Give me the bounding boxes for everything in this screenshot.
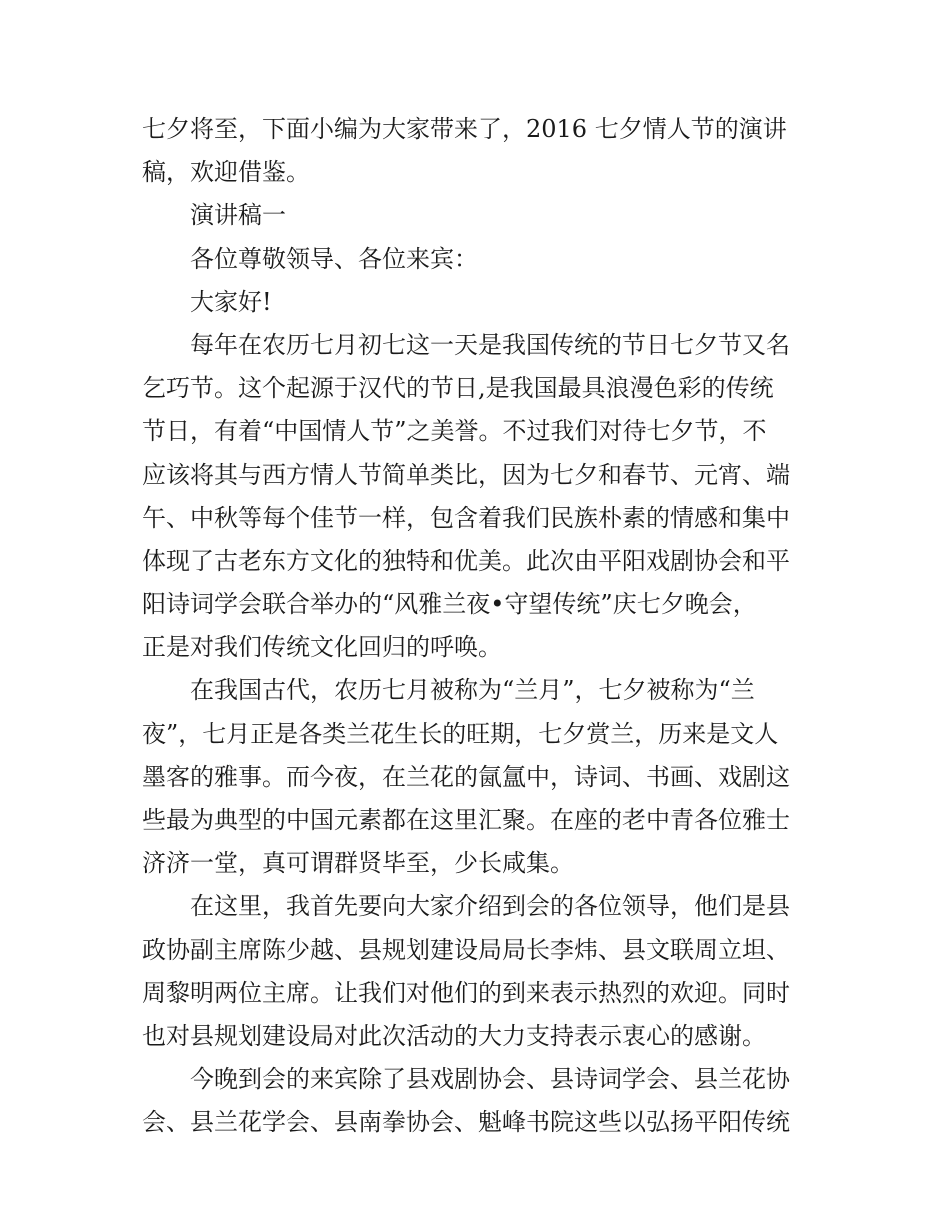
paragraph-2-line-3: 墨客的雅事。而今夜，在兰花的氤氲中，诗词、书画、戏剧这 <box>142 762 790 791</box>
paragraph-1-line-2: 乞巧节。这个起源于汉代的节日,是我国最具浪漫色彩的传统 <box>142 374 774 403</box>
paragraph-2-line-4: 些最为典型的中国元素都在这里汇聚。在座的老中青各位雅士 <box>142 806 790 834</box>
paragraph-1-line-7: 阳诗词学会联合举办的“风雅兰夜•守望传统”庆七夕晚会， <box>142 590 757 619</box>
greeting: 大家好! <box>190 287 272 316</box>
paragraph-1-line-6: 体现了古老东方文化的独特和优美。此次由平阳戏剧协会和平 <box>142 546 790 575</box>
paragraph-2-line-1: 在我国古代，农历七月被称为“兰月”，七夕被称为“兰 <box>190 676 755 705</box>
paragraph-1-line-8: 正是对我们传统文化回归的呼唤。 <box>142 633 502 662</box>
paragraph-3-line-1: 在这里，我首先要向大家介绍到会的各位领导，他们是县 <box>190 892 790 921</box>
paragraph-2-line-2: 夜”，七月正是各类兰花生长的旺期，七夕赏兰，历来是文人 <box>142 719 779 748</box>
paragraph-1-line-4: 应该将其与西方情人节简单类比，因为七夕和春节、元宵、端 <box>142 460 790 489</box>
paragraph-4-line-1: 今晚到会的来宾除了县戏剧协会、县诗词学会、县兰花协 <box>190 1065 790 1094</box>
paragraph-1-line-5: 午、中秋等每个佳节一样，包含着我们民族朴素的情感和集中 <box>142 503 790 532</box>
text-line-1: 七夕将至，下面小编为大家带来了，2016 七夕情人节的演讲 <box>142 115 787 143</box>
document-page <box>142 108 814 1145</box>
text-line-2: 稿，欢迎借鉴。 <box>142 158 310 187</box>
paragraph-2-line-5: 济济一堂，真可谓群贤毕至，少长咸集。 <box>142 849 574 878</box>
paragraph-3-line-3: 周黎明两位主席。让我们对他们的到来表示热烈的欢迎。同时 <box>142 978 790 1007</box>
paragraph-3-line-2: 政协副主席陈少越、县规划建设局局长李炜、县文联周立坦、 <box>142 935 790 964</box>
salutation: 各位尊敬领导、各位来宾： <box>190 244 478 273</box>
section-heading: 演讲稿一 <box>190 201 286 230</box>
paragraph-1-line-1: 每年在农历七月初七这一天是我国传统的节日七夕节又名 <box>190 330 790 359</box>
paragraph-3-line-4: 也对县规划建设局对此次活动的大力支持表示衷心的感谢。 <box>142 1021 766 1050</box>
paragraph-4-line-2: 会、县兰花学会、县南拳协会、魁峰书院这些以弘扬平阳传统 <box>142 1108 790 1137</box>
paragraph-1-line-3: 节日，有着“中国情人节”之美誉。不过我们对待七夕节，不 <box>142 417 767 446</box>
